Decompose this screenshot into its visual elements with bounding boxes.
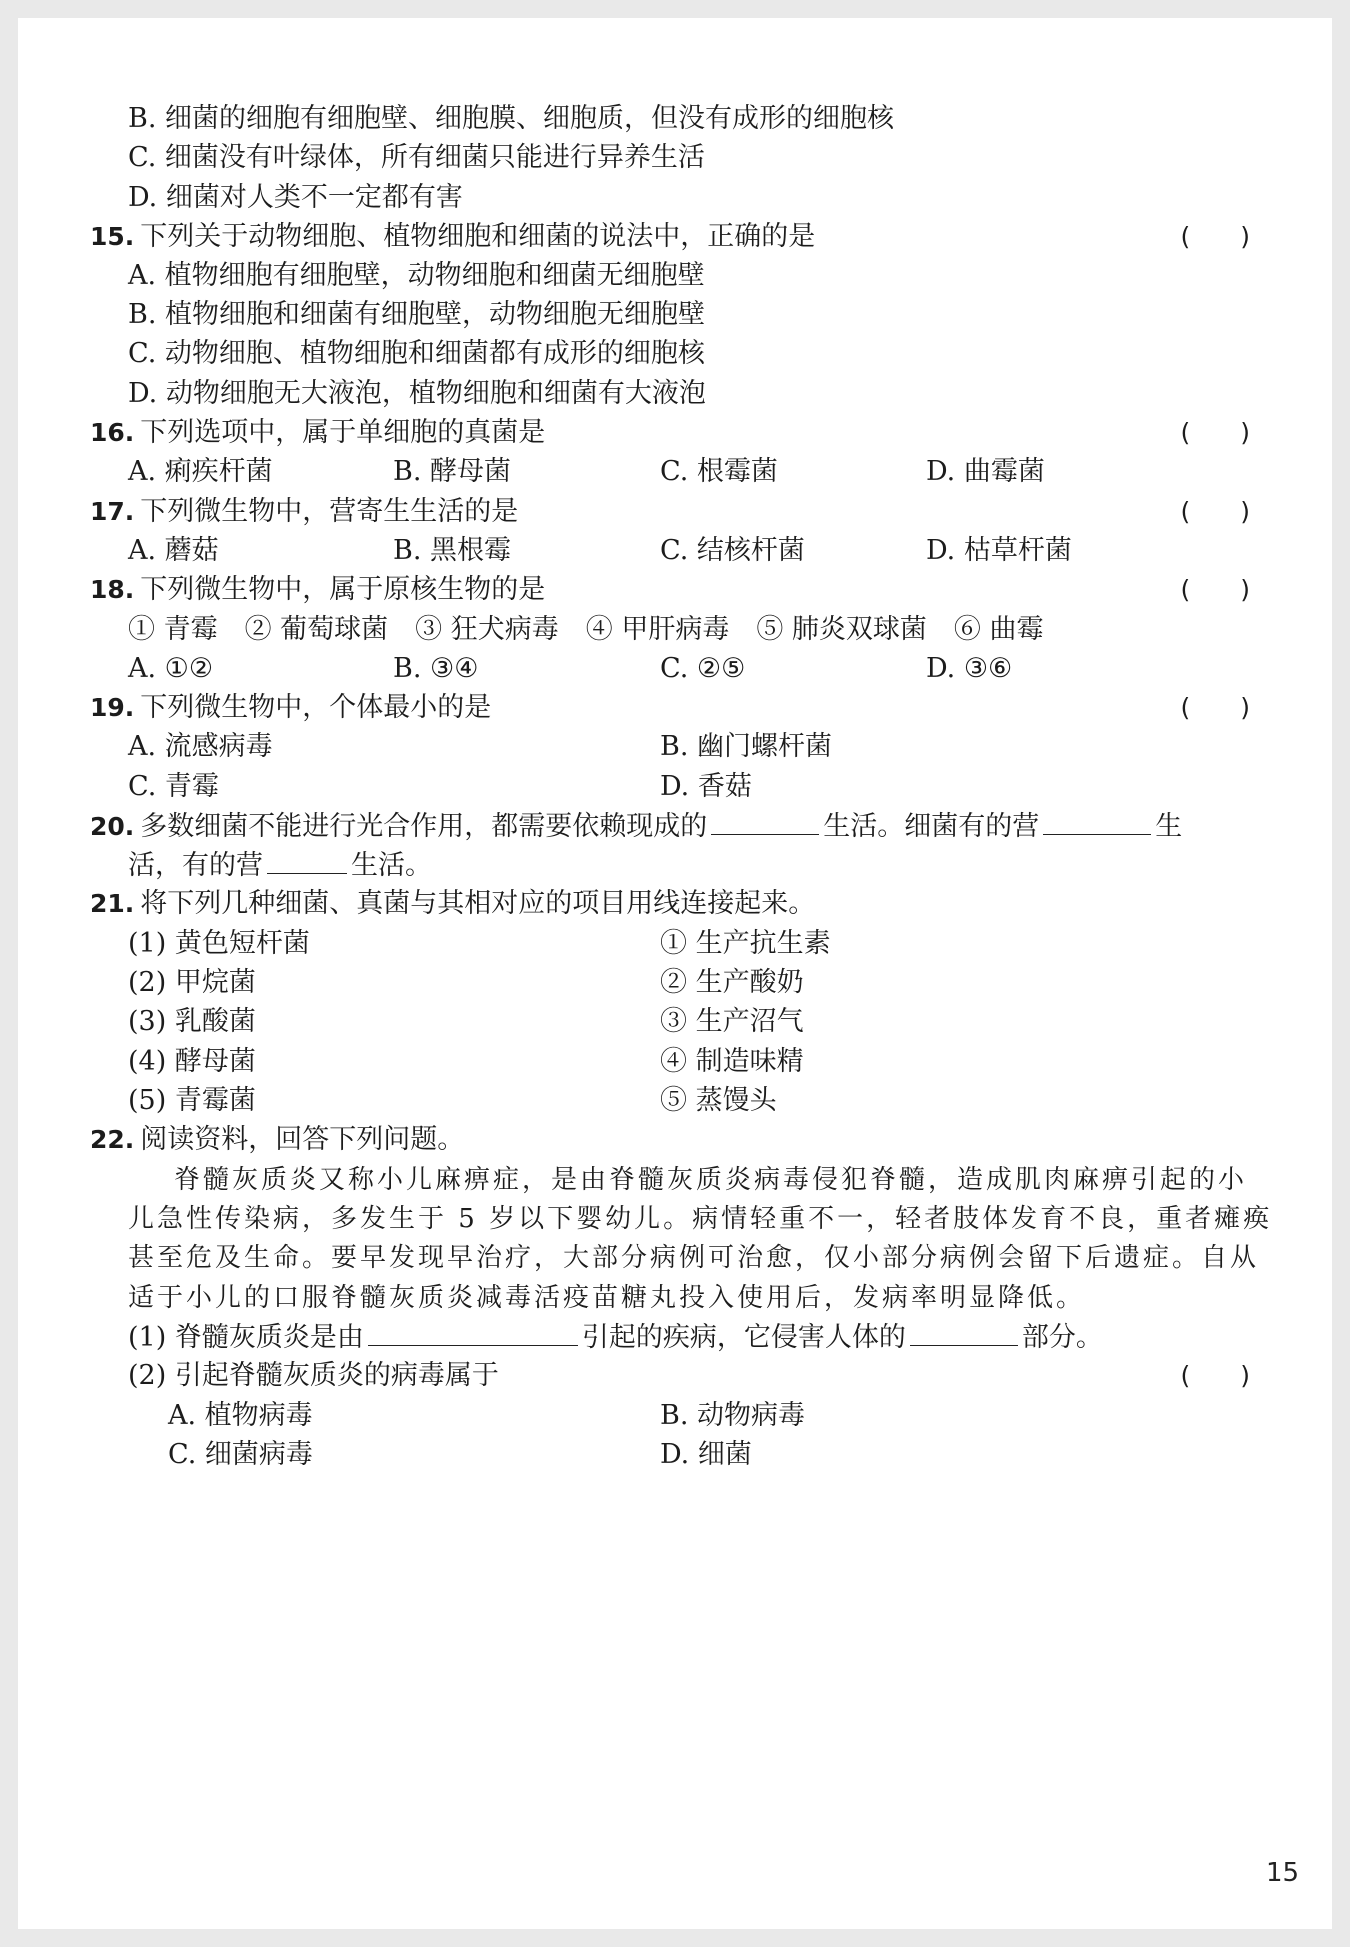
answer-bracket: ( )	[1180, 497, 1250, 526]
answer-bracket: ( )	[1180, 575, 1250, 604]
reading-passage-line-3: 甚至危及生命。要早发现早治疗，大部分病例可治愈，仅小部分病例会留下后遗症。自从	[128, 1243, 1260, 1273]
option-c: C. 根霉菌	[660, 456, 778, 487]
option-c: C. ②⑤	[660, 653, 746, 684]
answer-bracket: ( )	[1180, 222, 1250, 251]
reading-passage-line-2: 儿急性传染病，多发生于 5 岁以下婴幼儿。病情轻重不一，轻者肢体发育不良，重者瘫痪	[128, 1204, 1273, 1234]
question-16	[90, 413, 1250, 453]
question-text: 生活。	[351, 850, 432, 881]
answer-blank[interactable]	[368, 1317, 578, 1346]
question-stem: 下列微生物中，个体最小的是	[140, 692, 492, 723]
question-stem: 阅读资料，回答下列问题。	[140, 1124, 465, 1155]
question-number: 20.	[90, 812, 135, 841]
question-number: 15.	[90, 222, 135, 251]
q21-left-4: (4) 酵母菌	[128, 1046, 256, 1077]
question-text: (1) 脊髓灰质炎是由	[128, 1322, 364, 1353]
question-stem: 将下列几种细菌、真菌与其相对应的项目用线连接起来。	[140, 888, 816, 919]
answer-blank[interactable]	[267, 845, 347, 874]
option-d: D. 香菇	[660, 771, 752, 802]
option-c: C. 结核杆菌	[660, 535, 805, 566]
question-17	[90, 492, 1250, 532]
option-d: D. 细菌	[660, 1439, 752, 1470]
option-c: C. 青霉	[128, 771, 219, 802]
q14-option-c: C. 细菌没有叶绿体，所有细菌只能进行异养生活	[128, 142, 705, 173]
option-d: D. ③⑥	[926, 653, 1013, 684]
answer-bracket: ( )	[1180, 418, 1250, 447]
question-18	[90, 570, 1250, 610]
question-stem: 下列微生物中，营寄生生活的是	[140, 496, 519, 527]
q21-left-1: (1) 黄色短杆菌	[128, 928, 310, 959]
option-d: D. 枯草杆菌	[926, 535, 1072, 566]
q18-items: ① 青霉 ② 葡萄球菌 ③ 狂犬病毒 ④ 甲肝病毒 ⑤ 肺炎双球菌 ⑥ 曲霉	[128, 614, 1044, 645]
question-15	[90, 217, 1250, 257]
question-20-cont	[128, 845, 432, 885]
answer-blank[interactable]	[1043, 806, 1151, 835]
q15-option-d: D. 动物细胞无大液泡，植物细胞和细菌有大液泡	[128, 378, 706, 409]
page-number: 15	[1266, 1858, 1300, 1888]
option-a: A. 痢疾杆菌	[128, 456, 273, 487]
question-number: 16.	[90, 418, 135, 447]
q21-left-5: (5) 青霉菌	[128, 1085, 256, 1116]
question-text: 部分。	[1021, 1322, 1103, 1353]
q22-sub1	[128, 1317, 1103, 1357]
option-a: A. 流感病毒	[128, 731, 273, 762]
q21-left-3: (3) 乳酸菌	[128, 1006, 256, 1037]
q21-left-2: (2) 甲烷菌	[128, 967, 256, 998]
q19-options-row2	[128, 767, 1228, 807]
q17-options	[128, 531, 1228, 571]
reading-passage-line-1: 脊髓灰质炎又称小儿麻痹症，是由脊髓灰质炎病毒侵犯脊髓，造成肌肉麻痹引起的小	[174, 1165, 1248, 1195]
question-text: 多数细菌不能进行光合作用，都需要依赖现成的	[140, 811, 708, 842]
question-number: 19.	[90, 693, 135, 722]
question-stem: 下列关于动物细胞、植物细胞和细菌的说法中，正确的是	[140, 221, 816, 252]
question-stem: 下列选项中，属于单细胞的真菌是	[140, 417, 546, 448]
question-stem: 下列微生物中，属于原核生物的是	[140, 574, 546, 605]
question-20	[90, 806, 1182, 846]
option-b: B. ③④	[393, 653, 479, 684]
option-a: A. ①②	[128, 653, 214, 684]
option-b: B. 动物病毒	[660, 1400, 806, 1431]
q21-right-4: ④ 制造味精	[660, 1046, 804, 1077]
option-a: A. 蘑菇	[128, 535, 219, 566]
question-text: 引起的疾病，它侵害人体的	[581, 1322, 906, 1353]
question-number: 22.	[90, 1125, 135, 1154]
option-d: D. 曲霉菌	[926, 456, 1045, 487]
option-b: B. 酵母菌	[393, 456, 512, 487]
q15-option-c: C. 动物细胞、植物细胞和细菌都有成形的细胞核	[128, 338, 705, 369]
question-number: 21.	[90, 889, 135, 918]
q15-option-a: A. 植物细胞有细胞壁，动物细胞和细菌无细胞壁	[128, 260, 705, 291]
q16-options	[128, 452, 1228, 492]
option-b: B. 黑根霉	[393, 535, 512, 566]
answer-blank[interactable]	[711, 806, 819, 835]
answer-blank[interactable]	[910, 1317, 1018, 1346]
question-text: 活，有的营	[128, 850, 263, 881]
q14-option-b: B. 细菌的细胞有细胞壁、细胞膜、细胞质，但没有成形的细胞核	[128, 103, 895, 134]
option-c: C. 细菌病毒	[168, 1439, 313, 1470]
q22-options-row2	[168, 1435, 1228, 1475]
q21-right-5: ⑤ 蒸馒头	[660, 1085, 777, 1116]
option-a: A. 植物病毒	[168, 1400, 313, 1431]
reading-passage-line-4: 适于小儿的口服脊髓灰质炎减毒活疫苗糖丸投入使用后，发病率明显降低。	[128, 1283, 1086, 1313]
q19-options-row1	[128, 727, 1228, 767]
q21-right-1: ① 生产抗生素	[660, 928, 831, 959]
q18-options	[128, 649, 1228, 689]
q14-option-d: D. 细菌对人类不一定都有害	[128, 182, 463, 213]
question-21	[90, 884, 815, 924]
q15-option-b: B. 植物细胞和细菌有细胞壁，动物细胞无细胞壁	[128, 299, 706, 330]
option-b: B. 幽门螺杆菌	[660, 731, 833, 762]
question-text: 生	[1155, 811, 1183, 842]
q22-sub2	[128, 1356, 1250, 1396]
worksheet-page	[18, 18, 1332, 1929]
q22-options-row1	[168, 1396, 1228, 1436]
q21-right-2: ② 生产酸奶	[660, 967, 804, 998]
question-22	[90, 1120, 464, 1160]
question-number: 18.	[90, 575, 135, 604]
question-text: 生活。细菌有的营	[823, 811, 1040, 842]
answer-bracket: ( )	[1180, 693, 1250, 722]
question-number: 17.	[90, 497, 135, 526]
question-19	[90, 688, 1250, 728]
question-text: (2) 引起脊髓灰质炎的病毒属于	[128, 1360, 499, 1391]
q21-right-3: ③ 生产沼气	[660, 1006, 804, 1037]
answer-bracket: ( )	[1180, 1361, 1250, 1390]
